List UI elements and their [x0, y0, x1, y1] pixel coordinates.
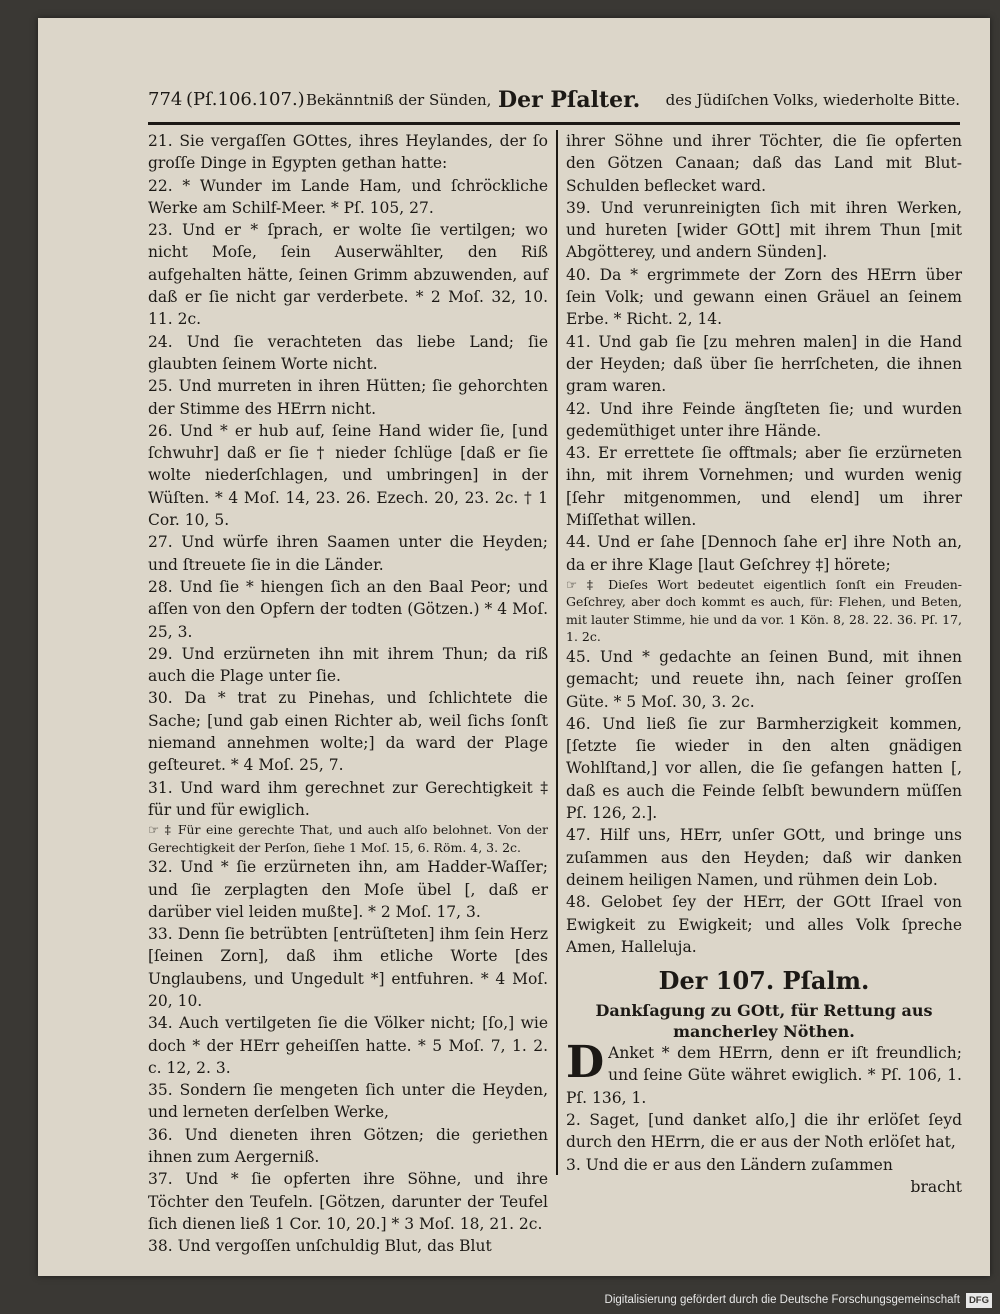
digitization-footer [605, 1290, 992, 1310]
verse: 39. Und verunreinigten ſich mit ihren Werken, und hureten [wider GOtt] mit ihrem Thun [mit Abgötterey, und andern Sünden]. [566, 198, 962, 262]
dfg-logo: DFG [966, 1293, 992, 1308]
verse: 25. Und murreten in ihren Hütten; ſie gehorchten der Stimme des HErrn nicht. [148, 377, 548, 418]
verse: 29. Und erzürneten ihn mit ihrem Thun; da riß auch die Plage unter ſie. [148, 644, 548, 686]
header-title-center: Der Pſalter. [498, 87, 641, 113]
right-column [566, 130, 962, 1198]
verse: 45. Und * gedachte an ſeinen Bund, mit ihnen gemacht; und reuete ihn, nach ſeiner groſſen Güte. * 5 Moſ. 30, 3. 2c. [566, 647, 962, 711]
verse: 44. Und er ſahe [Dennoch ſahe er] ihre Noth an, da er ihre Klage [laut Geſchrey ‡] hörete; [566, 533, 962, 574]
verse: 47. Hilf uns, HErr, unſer GOtt, und bringe uns zuſammen aus den Heyden; daß wir danken deinem heiligen Namen, und rühmen dein Lob. [566, 826, 962, 889]
verse: 31. Und ward ihm gerechnet zur Gerechtigkeit ‡ für und für ewiglich. [148, 778, 548, 819]
psalm-107-verse-1 [566, 1037, 962, 1109]
verse: 24. Und ſie verachteten das liebe Land; ſie glaubten ſeinem Worte nicht. [148, 332, 548, 373]
psalm-107-verse-3: 3. Und die er aus den Ländern zuſammen [566, 1155, 893, 1174]
running-header [148, 80, 960, 120]
verse: 34. Auch vertilgeten ſie die Völker nicht; [ſo,] wie doch * der HErr geheiſſen hatte. * 5 Moſ. 7, 1. 2. c. 12, 2. 3. [148, 1014, 548, 1077]
verse: 38. Und vergoſſen unſchuldig Blut, das Blut [148, 1237, 492, 1256]
verse: 23. Und er * ſprach, er wolte ſie vertilgen; wo nicht Moſe, ſein Auserwählter, den Riß aufgehalten hätte, ſeinen Grimm abzuwenden, auf daß er ſie nicht gar verderbete. * 2 Moſ. 32, 10. 11. 2c. [148, 221, 548, 329]
scanned-page [38, 18, 990, 1276]
psalm-107-verse-2: 2. Saget, [und danket alſo,] die ihr erlöſet ſeyd durch den HErrn, die er aus der Noth erlöſet hat, [566, 1110, 962, 1152]
verse: 36. Und dieneten ihren Götzen; die geriethen ihnen zum Aergerniß. [148, 1125, 548, 1167]
verse: 26. Und * er hub auf, ſeine Hand wider ſie, [und ſchwuhr] daß er ſie † nieder ſchlüge [daß er ſie wolte niederſchlagen, und umbringen] in der Wüſten. * 4 Moſ. 14, 23. 26. Ezech. 20, 23. 2c. † 1 Cor. 10, 5. [148, 421, 548, 530]
verse: 40. Da * ergrimmete der Zorn des HErrn über ſein Volk; und gewann einen Gräuel an ſeinem Erbe. * Richt. 2, 14. [566, 265, 962, 329]
header-title-right: des Jüdiſchen Volks, wiederholte Bitte. [665, 91, 960, 109]
verse: 28. Und ſie * hiengen ſich an den Baal Peor; und aſſen von den Opfern der todten (Götzen.) * 4 Moſ. 25, 3. [148, 577, 548, 641]
verse: 42. Und ihre Feinde ängſteten ſie; und wurden gedemüthiget unter ihre Hände. [566, 399, 962, 440]
drop-cap: D [566, 1037, 605, 1089]
verse: 48. Gelobet ſey der HErr, der GOtt Iſrael von Ewigkeit zu Ewigkeit; und alles Volk ſpreche Amen, Halleluja. [566, 893, 962, 956]
verse: 32. Und * ſie erzürneten ihn, am Hadder-Waſſer; und ſie zerplagten den Moſe übel [, daß er darüber viel leiden mußte]. * 2 Moſ. 17, 3. [148, 858, 548, 921]
catchword-text: bracht [910, 1177, 962, 1196]
verse: 46. Und ließ ſie zur Barmherzigkeit kommen, [ſetzte ſie wieder in den alten gnädigen Wohlſtand,] vor allen, die ſie gefangen hatten [, daß es auch die Feinde ſelbſt bewundern müſſen Pſ. 126, 2.]. [566, 714, 962, 823]
verse: 35. Sondern ſie mengeten ſich unter die Heyden, und lerneten derſelben Werke, [148, 1081, 548, 1122]
verse: ihrer Söhne und ihrer Töchter, die ſie opferten den Götzen Canaan; daß das Land mit Blut-Schulden beflecket ward. [566, 132, 962, 195]
header-rule [148, 122, 960, 125]
verse: 21. Sie vergaſſen GOttes, ihres Heylandes, der ſo groſſe Dinge in Egypten gethan hatte: [148, 132, 548, 173]
verse: 30. Da * trat zu Pinehas, und ſchlichtete die Sache; [und gab einen Richter ab, weil ſichs ſonſt niemand annehmen wolte;] da ward der Plage geſteuret. * 4 Moſ. 25, 7. [148, 689, 548, 775]
psalm-107-title: Der 107. Pſalm. [658, 966, 870, 996]
verse: 22. * Wunder im Lande Ham, und ſchröckliche Werke am Schilf-Meer. * Pſ. 105, 27. [148, 176, 548, 217]
verse: 37. Und * ſie opferten ihre Söhne, und ihre Töchter den Teufeln. [Götzen, darunter der Teufel ſich dienen ließ 1 Cor. 10, 20.] * 3 Moſ. 18, 21. 2c. [148, 1170, 548, 1233]
footnote: ☞ ‡ Dieſes Wort bedeutet eigentlich ſonſt ein Freuden-Geſchrey, aber doch kommt es auch, für: Flehen, und Beten, mit lauter Stimme, hie und da vor. 1 Kön. 8, 28. 22. 36. Pſ. 17, 1. 2c. [566, 576, 962, 645]
footer-text: Digitalisierung gefördert durch die Deutsche Forschungsgemeinschaft [604, 1294, 960, 1306]
psalm-107-summary: Dankſagung zu GOtt, für Rettung aus mancherley Nöthen. [595, 1001, 933, 1042]
verse: 41. Und gab ſie [zu mehren malen] in die Hand der Heyden; daß über ſie herrſcheten, die ihnen gram waren. [566, 332, 962, 396]
verse: 27. Und würfe ihren Saamen unter die Heyden; und ſtreuete ſie in die Länder. [148, 533, 548, 574]
page-number: 774 [148, 89, 183, 110]
left-column [148, 130, 548, 1258]
column-divider [556, 130, 558, 1175]
footnote: ☞ ‡ Für eine gerechte That, und auch alſo belohnet. Von der Gerechtigkeit der Perſon, ſiehe 1 Moſ. 15, 6. Röm. 4, 3. 2c. [148, 822, 548, 855]
header-title-left: Bekänntniß der Sünden, [306, 91, 492, 109]
verse: 43. Er errettete ſie offtmals; aber ſie erzürneten ihn, mit ihrem Vornehmen; und wurden wenig [ſehr mitgenommen, und elend] um ihrer Miſſethat willen. [566, 444, 962, 530]
catchword [566, 1176, 962, 1198]
verse: 33. Denn ſie betrübten [entrüſteten] ihm ſein Herz [ſeinen Zorn], daß ihm etliche Worte [des Unglaubens, und Ungedult *] entfuhren. * 4 Moſ. 20, 10. [148, 925, 548, 1010]
psalm-reference: (Pſ.106.107.) [186, 89, 305, 110]
verse-text: Anket * dem HErrn, denn er iſt freundlich; und ſeine Güte währet ewiglich. * Pſ. 106, 1. Pſ. 136, 1. [566, 1044, 962, 1107]
